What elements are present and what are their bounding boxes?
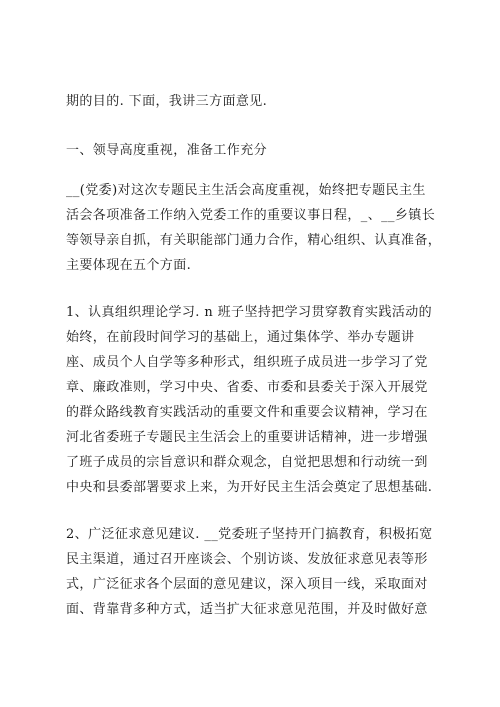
paragraph-1-line: 活会各项准备工作纳入党委工作的重要议事日程，_、__乡镇长 bbox=[66, 208, 436, 223]
paragraph-3-line: 面、背靠背多种方式，适当扩大征求意见范围，并及时做好意 bbox=[66, 602, 428, 617]
paragraph-2-line: 始终，在前段时间学习的基础上，通过集体学、举办专题讲 bbox=[66, 330, 415, 345]
section-heading: 一、领导高度重视，准备工作充分 bbox=[66, 143, 268, 158]
paragraph-1-line: __(党委)对这次专题民主生活会高度重视，始终把专题民主生 bbox=[66, 183, 426, 198]
paragraph-3-line: 2、广泛征求意见建议. __党委班子坚持开门搞教育，积极拓宽 bbox=[66, 527, 433, 542]
paragraph-2-line: 的群众路线教育实践活动的重要文件和重要会议精神，学习在 bbox=[66, 405, 428, 420]
paragraph-2-line: 了班子成员的宗旨意识和群众观念，自觉把思想和行动统一到 bbox=[66, 455, 428, 470]
paragraph-2-line: 章、廉政准则，学习中央、省委、市委和县委关于深入开展党 bbox=[66, 380, 428, 395]
paragraph-2-line: 河北省委班子专题民主生活会上的重要讲话精神，进一步增强 bbox=[66, 430, 428, 445]
paragraph-intro-line: 期的目的. 下面，我讲三方面意见. bbox=[66, 94, 268, 109]
paragraph-2-line: 中央和县委部署要求上来，为开好民主生活会奠定了思想基础. bbox=[66, 480, 433, 495]
paragraph-1-line: 等领导亲自抓，有关职能部门通力合作，精心组织、认真准备， bbox=[66, 233, 442, 248]
paragraph-1-line: 主要体现在五个方面. bbox=[66, 258, 192, 273]
paragraph-3-line: 式，广泛征求各个层面的意见建议，深入项目一线，采取面对 bbox=[66, 577, 428, 592]
paragraph-2-line: 座、成员个人自学等多种形式，组织班子成员进一步学习了党 bbox=[66, 355, 428, 370]
paragraph-3-line: 民主渠道，通过召开座谈会、个别访谈、发放征求意见表等形 bbox=[66, 552, 428, 567]
paragraph-2-line: 1、认真组织理论学习. n 班子坚持把学习贯穿教育实践活动的 bbox=[66, 305, 433, 320]
